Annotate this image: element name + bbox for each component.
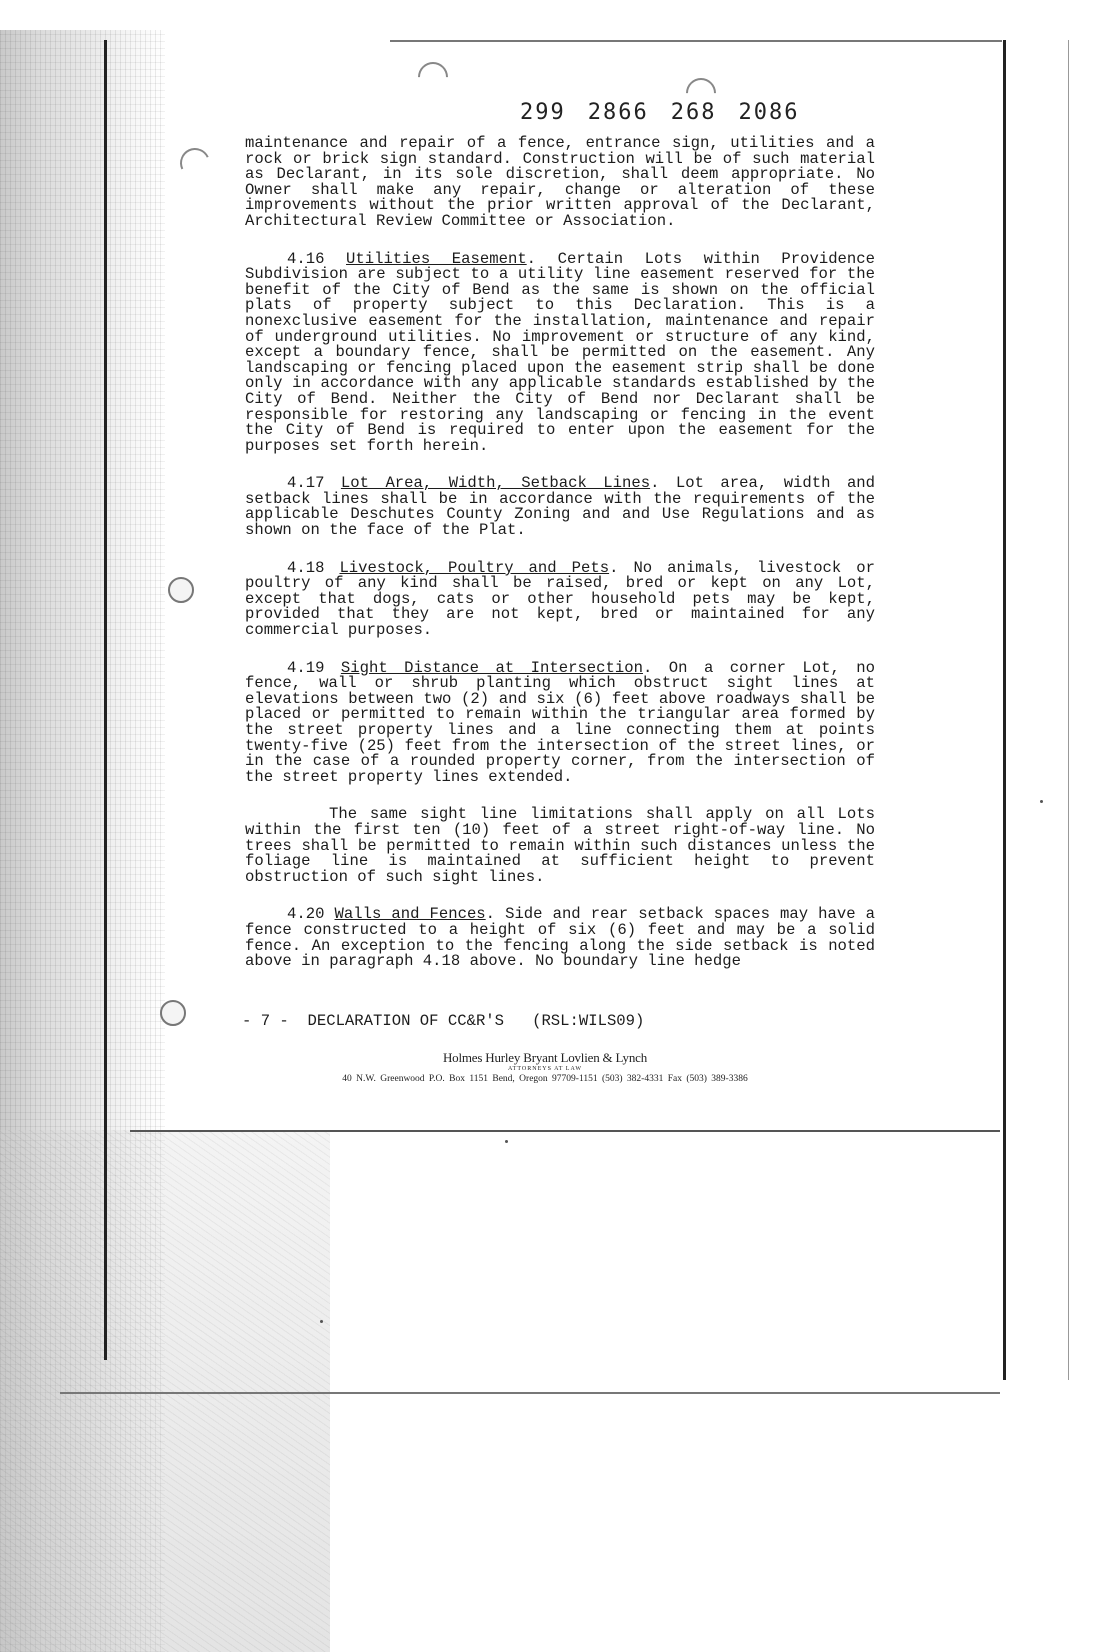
section-4-18 <box>245 558 875 640</box>
scan-speck <box>1040 800 1043 803</box>
page-edge-right <box>1003 40 1006 1380</box>
paragraph-text: The same sight line limitations shall apply on all Lots within the first ten (10) feet of a street right-of-way line. No trees shall be permitted to remain within such distances unless the foliage line is maintained at sufficient height to prevent obstruction of such sight lines. <box>245 805 875 886</box>
recording-page-numbers <box>520 100 880 125</box>
page-edge-left <box>104 40 107 1360</box>
page-number-2: 2866 <box>587 100 649 125</box>
section-text: . On a corner Lot, no fence, wall or shrub planting which obstruct sight lines at elevations between two (2) and six (6) feet above roadways shall be placed or permitted to remain within the triangular area formed by the street property lines and a line connecting them at points twenty-five (25) feet from the intersection of the street lines, or in the case of a rounded property corner, from the intersection of the street property lines extended. <box>245 658 876 786</box>
document-body <box>245 136 875 992</box>
scan-speck <box>505 1140 508 1143</box>
section-title: Sight Distance at Intersection <box>340 658 643 677</box>
page-edge-far-right <box>1068 40 1069 1380</box>
page-number-3: 268 <box>670 100 717 125</box>
section-title: Livestock, Poultry and Pets <box>339 558 610 577</box>
section-number: 4.19 <box>287 658 325 677</box>
scan-speck <box>320 1320 323 1323</box>
section-number: 4.16 <box>287 249 325 268</box>
page-edge-bottom <box>60 1392 1000 1394</box>
firm-name: Holmes Hurley Bryant Lovlien & Lynch <box>442 1050 647 1065</box>
section-4-16 <box>245 249 875 455</box>
section-title: Walls and Fences <box>334 905 486 924</box>
page-edge-top <box>390 40 1002 42</box>
section-4-19 <box>245 658 876 786</box>
section-title: Utilities Easement <box>346 249 527 268</box>
section-number: 4.20 <box>287 905 325 924</box>
section-4-20 <box>245 907 875 969</box>
paragraph-text: maintenance and repair of a fence, entrance sign, utilities and a rock or brick sign standard. Construction will be of such material as Declarant, in its sole discretion, shall deem appropriate. No Owner shall make any repair, change or alteration of these improvements without the prior written approval of the Declarant, Architectural Review Committee or Association. <box>245 134 875 230</box>
law-firm-letterhead <box>290 1050 800 1084</box>
section-text: . Lot area, width and setback lines shall be in accordance with the requirements of the applicable Deschutes County Zoning and and Use Regulations and as shown on the face of the Plat. <box>245 474 876 540</box>
paragraph-intro <box>245 136 875 230</box>
section-4-17 <box>245 476 875 538</box>
section-number: 4.18 <box>287 558 325 577</box>
page-number-4: 2086 <box>738 100 800 125</box>
section-text: . Side and rear setback spaces may have a fence constructed to a height of six (6) feet and may be a solid fence. An exception to the fencing along the side setback is noted above in paragraph 4.18 above. No boundary line hedge <box>245 905 876 971</box>
footer-document-line: - 7 - DECLARATION OF CC&R'S (RSL:WILS09) <box>242 1012 645 1030</box>
firm-subtitle: ATTORNEYS AT LAW <box>508 1066 582 1072</box>
binder-hole-upper <box>168 577 194 603</box>
section-title: Lot Area, Width, Setback Lines <box>340 474 651 493</box>
section-4-19-continued <box>245 807 875 885</box>
page-number-1: 299 <box>520 100 566 125</box>
section-text: . No animals, livestock or poultry of any kind shall be raised, bred or kept on any Lot, except that dogs, cats or other household pets may be kept, provided that they are not kept, bred or maintained for any commercial purposes. <box>245 558 875 640</box>
scan-noise-bottom <box>0 1130 330 1652</box>
firm-address: 40 N.W. Greenwood P.O. Box 1151 Bend, Oregon 97709-1151 (503) 382-4331 Fax (503) 389-3386 <box>342 1074 748 1084</box>
binder-hole-lower <box>160 1000 186 1026</box>
section-text: . Certain Lots within Providence Subdivision are subject to a utility line easement reserved for the benefit of the City of Bend as the same is shown on the official plats of property subject to this Declaration. This is a nonexclusive easement for the installation, maintenance and repair of underground utilities. No improvement or structure of any kind, except a boundary fence, shall be permitted on the easement. Any landscaping or fencing placed upon the easement strip shall be done only in accordance with any applicable standards established by the City of Bend. Neither the City of Bend nor Declarant shall be responsible for restoring any landscaping or fencing in the event the City of Bend is required to enter upon the easement for the purposes set forth herein. <box>245 249 875 455</box>
section-number: 4.17 <box>287 474 325 493</box>
